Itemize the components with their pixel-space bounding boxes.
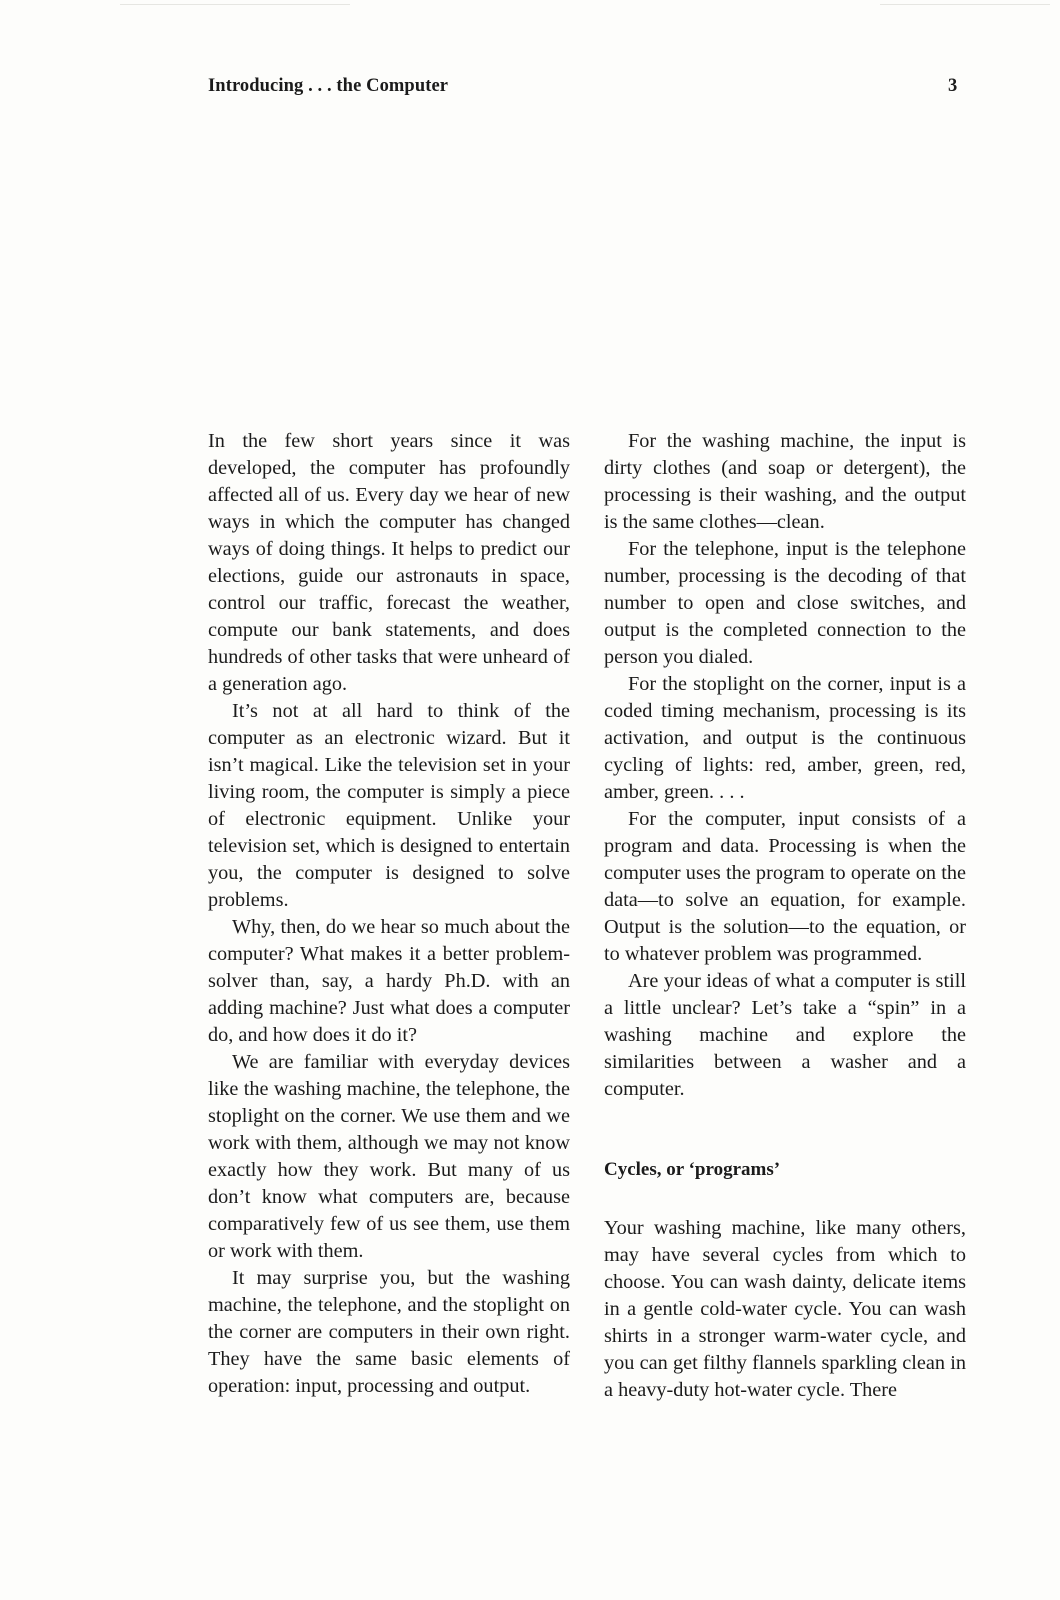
paragraph: Are your ideas of what a computer is still a little unclear? Let’s take a “spin” in a washing machine and explore the similarities between a washer and a computer. <box>604 970 966 1100</box>
running-title: Introducing . . . the Computer <box>208 76 449 96</box>
paragraph: For the washing machine, the input is dirty clothes (and soap or detergent), the processing is their washing, and the output is the same clothes—clean. <box>604 430 966 533</box>
section-heading: Cycles, or ‘programs’ <box>604 1159 781 1180</box>
scan-edge-line-right <box>880 4 1050 5</box>
paragraph: Why, then, do we hear so much about the computer? What makes it a better problem-solver than, say, a hardy Ph.D. with an adding machine? Just what does a computer do, and how does it do it? <box>208 916 570 1046</box>
paragraph: In the few short years since it was developed, the computer has profoundly affected all of us. Every day we hear of new ways in which the computer has changed ways of doing things. It helps to predict our elections, guide our astronauts in space, control our traffic, forecast the weather, compute our bank statements, and does hundreds of other tasks that were unheard of a generation ago. <box>208 430 570 695</box>
paragraph: For the computer, input consists of a program and data. Processing is when the computer uses the program to operate on the data—to solve an equation, for example. Output is the solution—to the equation, or to whatever problem was programmed. <box>604 808 966 965</box>
right-column <box>604 428 966 1404</box>
paragraph: We are familiar with everyday devices like the washing machine, the telephone, the stoplight on the corner. We use them and we work with them, although we may not know exactly how they work. But many of us don’t know what computers are, because comparatively few of us see them, use them or work with them. <box>208 1051 570 1262</box>
paragraph: Your washing machine, like many others, may have several cycles from which to choose. You can wash dainty, delicate items in a gentle cold-water cycle. You can wash shirts in a stronger warm-water cycle, and you can get filthy flannels sparkling clean in a heavy-duty hot-water cycle. There <box>604 1217 966 1401</box>
paragraph: It’s not at all hard to think of the computer as an electronic wizard. But it isn’t magical. Like the television set in your living room, the computer is simply a piece of electronic equipment. Unlike your television set, which is designed to entertain you, the computer is designed to solve problems. <box>208 700 570 911</box>
paragraph: For the stoplight on the corner, input is a coded timing mechanism, processing is its activation, and output is the continuous cycling of lights: red, amber, green, red, amber, green. . . . <box>604 673 966 803</box>
page-number: 3 <box>948 76 958 96</box>
scan-edge-line-left <box>120 4 350 5</box>
left-column <box>208 428 570 1400</box>
paragraph: It may surprise you, but the washing machine, the telephone, and the stoplight on the corner are computers in their own right. They have the same basic elements of operation: input, processing and output. <box>208 1267 570 1397</box>
paragraph: For the telephone, input is the telephone number, processing is the decoding of that number to open and close switches, and output is the completed connection to the person you dialed. <box>604 538 966 668</box>
